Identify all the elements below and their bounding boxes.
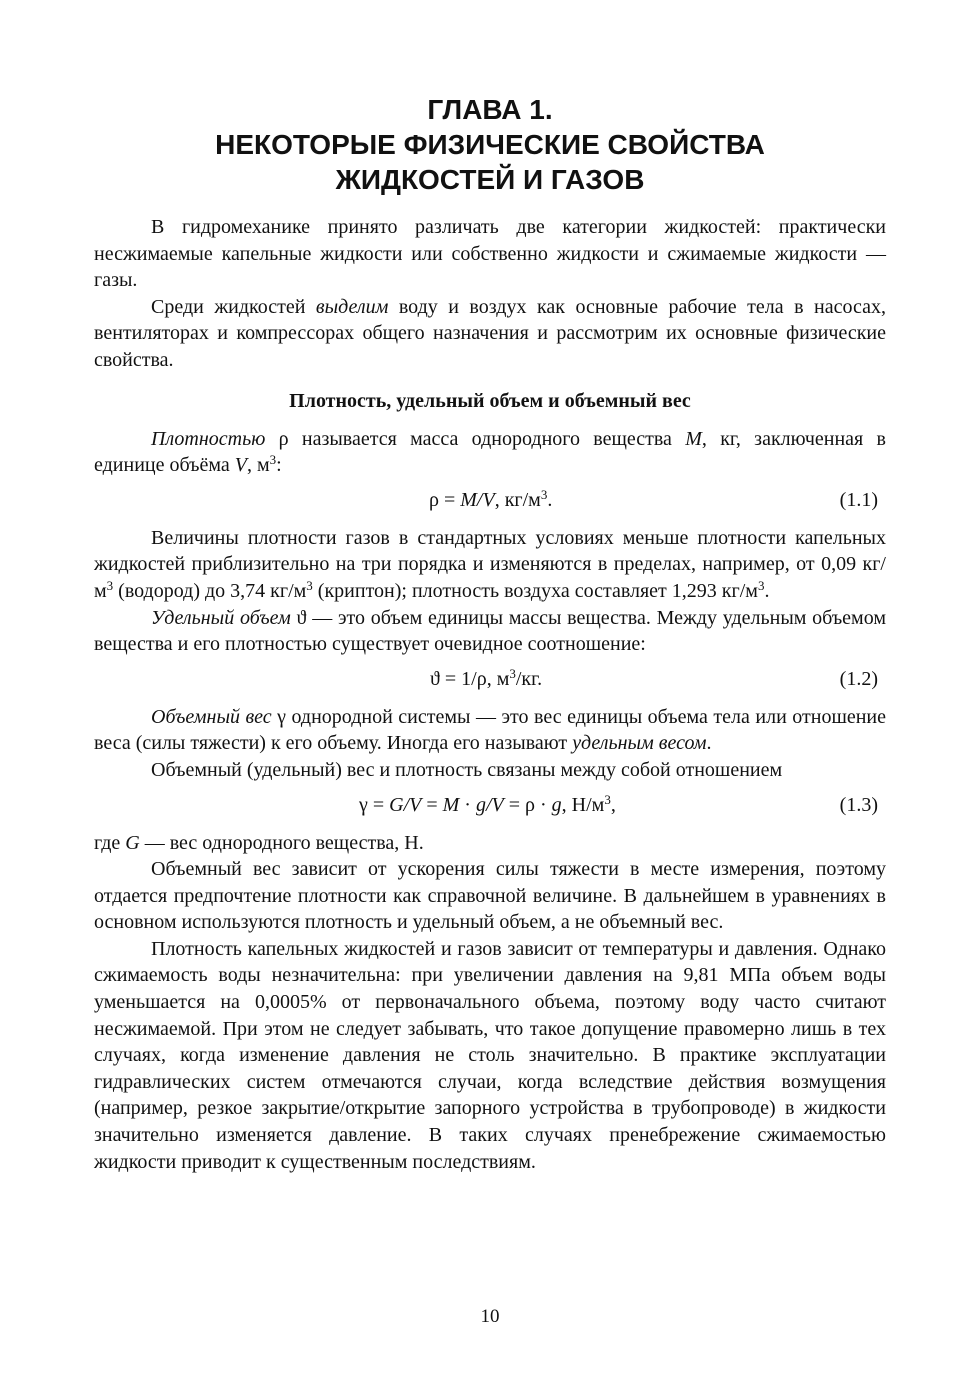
compressibility-paragraph: Плотность капельных жидкостей и газов зависит от температуры и давления. Однако сжимаемость воды незначительна: при увеличении давления на 9,81 МПа объем воды уменьшается на 0,0005% от первоначального объема, поэтому воду часто считают несжимаемой. При этом не следует забывать, что такое допущение правомерно лишь в тех случаях, когда изменение давления не столь значительно. В практике эксплуатации гидравлических систем отмечаются случаи, когда вследствие действия возмущения (например, резкое закрытие/открытие запорного устройства в трубопроводе) в жидкости значительно изменяется давление. В таких случаях пренебрежение сжимаемостью жидкости приводит к существенным последствиям. xyxy=(94,937,886,1173)
term-specific-volume: Удельный объем xyxy=(151,606,291,629)
chapter-title-line-2: НЕКОТОРЫЕ ФИЗИЧЕСКИЕ СВОЙСТВА xyxy=(215,129,765,160)
intro-paragraph-1: В гидромеханике принято различать две категории жидкостей: практически несжимаемые капельные жидкости или собственно жидкости и сжимаемые жидкости — газы. xyxy=(94,216,886,292)
emphasis: выделим xyxy=(315,295,389,318)
gas-density-paragraph: Величины плотности газов в стандартных условиях меньше плотности капельных жидкостей приблизительно на три порядка и изменяются в пределах, например, от 0,09 $кг/м^3$ (водород) до 3,74 $кг/м^3$ (криптон); плотность воздуха составляет 1,293 $кг/м^3$. xyxy=(94,526,886,602)
text-run: ϑ — это объем единицы массы вещества. Между удельным объемом вещества и его плотностью существует очевидное соотношение: xyxy=(94,606,886,656)
term-specific-weight: удельным весом xyxy=(572,732,707,755)
chapter-title xyxy=(0,92,980,197)
text-run: : xyxy=(276,454,282,477)
formula-expression: ϑ = 1/ρ, $м^3/кг$. xyxy=(430,665,543,690)
symbol-v: V xyxy=(234,454,247,477)
text-run: воду и воздух как основные рабочие тела в насосах, вентиляторах и компрессорах общего назначения и рассмотрим их основные физические свойства. xyxy=(94,295,886,371)
term-unit-weight: Объемный вес xyxy=(151,705,272,728)
formula-expression: γ = G/V = M · g/V = ρ · g, $Н/м^3$, xyxy=(359,791,616,816)
specific-volume-definition xyxy=(94,605,886,658)
density-definition xyxy=(94,426,886,479)
formula-number: (1.2) xyxy=(839,667,878,690)
section-heading: Плотность, удельный объем и объемный вес xyxy=(289,389,691,412)
relation-paragraph: Объемный (удельный) вес и плотность связаны между собой отношением xyxy=(151,758,783,781)
intro-paragraph-2 xyxy=(94,294,886,374)
formula-1-2 xyxy=(94,666,886,694)
chapter-title-line-3: ЖИДКОСТЕЙ И ГАЗОВ xyxy=(335,164,645,195)
page-body xyxy=(94,214,886,1175)
formula-1-1 xyxy=(94,487,886,515)
text-run: , м xyxy=(247,454,270,477)
formula-number: (1.1) xyxy=(839,488,878,511)
where-paragraph: где G — вес однородного вещества, Н. xyxy=(94,831,424,854)
formula-number: (1.3) xyxy=(839,793,878,816)
superscript: 3 xyxy=(269,452,277,468)
term-density: Плотностью xyxy=(151,427,266,450)
chapter-title-line-1: ГЛАВА 1. xyxy=(427,94,553,125)
text-run: , кг, заключенная в единице объёма xyxy=(94,427,886,477)
formula-1-3 xyxy=(94,792,886,820)
text-run: Среди жидкостей xyxy=(151,295,316,318)
gravity-paragraph: Объемный вес зависит от ускорения силы тяжести в месте измерения, поэтому отдается предпочтение плотности как справочной величине. В дальнейшем в уравнениях в основном используются плотность и удельный объем, а не объемный вес. xyxy=(94,858,886,934)
formula-expression: ρ = M/V, $кг/м^3$. xyxy=(429,486,553,511)
text-run: ρ называется масса однородного вещества xyxy=(265,427,686,450)
symbol-m: M xyxy=(685,427,702,450)
unit-weight-definition: Объемный вес γ однородной системы — это вес единицы объема тела или отношение веса (силы тяжести) к его объему. Иногда его называют удельным весом. xyxy=(94,705,887,755)
page-number: 10 xyxy=(480,1306,500,1327)
